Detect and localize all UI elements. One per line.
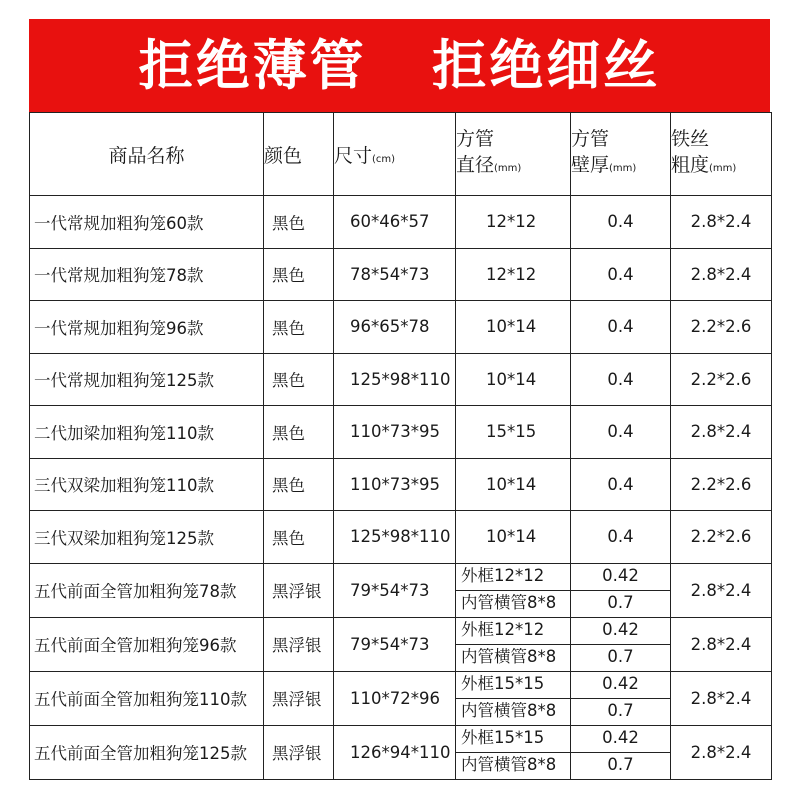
banner <box>29 19 770 112</box>
cell-color: 黑浮银 <box>264 725 334 779</box>
cell-wall-inner: 0.7 <box>607 701 634 721</box>
cell-name: 五代前面全管加粗狗笼78款 <box>30 563 264 617</box>
cell-tube: 10*14 <box>456 511 571 564</box>
cell-tube-inner: 内管横管8*8 <box>461 701 557 721</box>
cell-name: 三代双梁加粗狗笼110款 <box>30 458 264 511</box>
cell-size: 125*98*110 <box>334 511 456 564</box>
cell-name: 五代前面全管加粗狗笼96款 <box>30 617 264 671</box>
cell-tube-outer: 外框12*12 <box>456 564 570 591</box>
cell-wall-outer: 0.42 <box>571 672 670 699</box>
cell-name: 一代常规加粗狗笼96款 <box>30 301 264 354</box>
cell-wire: 2.8*2.4 <box>671 406 772 459</box>
cell-name: 一代常规加粗狗笼78款 <box>30 248 264 301</box>
cell-wire: 2.2*2.6 <box>671 353 772 406</box>
cell-color: 黑浮银 <box>264 563 334 617</box>
table-row <box>30 511 772 564</box>
cell-tube-outer: 外框12*12 <box>456 618 570 645</box>
cell-wire: 2.8*2.4 <box>671 248 772 301</box>
cell-wall-outer: 0.42 <box>571 726 670 753</box>
cell-size: 110*73*95 <box>334 458 456 511</box>
cell-wire: 2.2*2.6 <box>671 301 772 354</box>
table-row <box>30 458 772 511</box>
cell-tube-outer: 外框15*15 <box>456 726 570 753</box>
cell-tube: 12*12 <box>456 196 571 249</box>
cell-wall-split <box>571 563 671 617</box>
table-row <box>30 301 772 354</box>
cell-size: 110*73*95 <box>334 406 456 459</box>
cell-wall: 0.4 <box>571 301 671 354</box>
cell-wall-split <box>571 725 671 779</box>
cell-wall: 0.4 <box>571 406 671 459</box>
cell-wire: 2.2*2.6 <box>671 511 772 564</box>
cell-tube: 10*14 <box>456 353 571 406</box>
cell-size: 96*65*78 <box>334 301 456 354</box>
header-wall: 方管 壁厚(mm) <box>571 113 671 196</box>
cell-tube: 10*14 <box>456 458 571 511</box>
cell-color: 黑色 <box>264 511 334 564</box>
table-row-split <box>30 563 772 617</box>
cell-wall-split <box>571 617 671 671</box>
table-row-split <box>30 617 772 671</box>
cell-tube-split <box>456 671 571 725</box>
cell-tube: 10*14 <box>456 301 571 354</box>
cell-size: 78*54*73 <box>334 248 456 301</box>
table-row <box>30 196 772 249</box>
table-row <box>30 248 772 301</box>
cell-wire: 2.8*2.4 <box>671 196 772 249</box>
cell-color: 黑色 <box>264 353 334 406</box>
cell-wall-inner: 0.7 <box>607 755 634 775</box>
cell-tube-outer: 外框15*15 <box>456 672 570 699</box>
cell-color: 黑色 <box>264 301 334 354</box>
cell-tube-split <box>456 563 571 617</box>
cell-name: 五代前面全管加粗狗笼110款 <box>30 671 264 725</box>
cell-wall-inner: 0.7 <box>607 647 634 667</box>
cell-size: 79*54*73 <box>334 617 456 671</box>
cell-wire: 2.8*2.4 <box>671 671 772 725</box>
cell-tube: 15*15 <box>456 406 571 459</box>
cell-color: 黑浮银 <box>264 671 334 725</box>
cell-wire: 2.8*2.4 <box>671 617 772 671</box>
banner-title: 拒绝薄管 拒绝细丝 <box>138 33 661 97</box>
header-color: 颜色 <box>264 113 334 196</box>
cell-name: 五代前面全管加粗狗笼125款 <box>30 725 264 779</box>
cell-tube-split <box>456 725 571 779</box>
cell-wire: 2.8*2.4 <box>671 563 772 617</box>
cell-wire: 2.8*2.4 <box>671 725 772 779</box>
cell-wall-outer: 0.42 <box>571 564 670 591</box>
cell-color: 黑浮银 <box>264 617 334 671</box>
cell-name: 一代常规加粗狗笼125款 <box>30 353 264 406</box>
cell-name: 一代常规加粗狗笼60款 <box>30 196 264 249</box>
cell-wall: 0.4 <box>571 511 671 564</box>
spec-table <box>29 112 772 780</box>
cell-tube-inner: 内管横管8*8 <box>461 755 557 775</box>
cell-wire: 2.2*2.6 <box>671 458 772 511</box>
table-row-split <box>30 725 772 779</box>
cell-tube-inner: 内管横管8*8 <box>461 593 557 613</box>
cell-color: 黑色 <box>264 196 334 249</box>
table-row <box>30 353 772 406</box>
cell-size: 110*72*96 <box>334 671 456 725</box>
header-size-unit: (cm) <box>372 153 396 165</box>
cell-wall: 0.4 <box>571 353 671 406</box>
cell-color: 黑色 <box>264 406 334 459</box>
table-row <box>30 406 772 459</box>
cell-name: 三代双梁加粗狗笼125款 <box>30 511 264 564</box>
cell-wall-split <box>571 671 671 725</box>
header-name: 商品名称 <box>30 113 264 196</box>
cell-wall-inner: 0.7 <box>607 593 634 613</box>
header-wire: 铁丝 粗度(mm) <box>671 113 772 196</box>
cell-tube: 12*12 <box>456 248 571 301</box>
cell-tube-split <box>456 617 571 671</box>
cell-tube-inner: 内管横管8*8 <box>461 647 557 667</box>
cell-color: 黑色 <box>264 248 334 301</box>
cell-size: 126*94*110 <box>334 725 456 779</box>
cell-wall: 0.4 <box>571 248 671 301</box>
header-tube: 方管 直径(mm) <box>456 113 571 196</box>
header-row <box>30 113 772 196</box>
cell-wall: 0.4 <box>571 458 671 511</box>
cell-name: 二代加梁加粗狗笼110款 <box>30 406 264 459</box>
table-row-split <box>30 671 772 725</box>
header-size: 尺寸(cm) <box>334 113 456 196</box>
cell-size: 60*46*57 <box>334 196 456 249</box>
cell-size: 79*54*73 <box>334 563 456 617</box>
cell-color: 黑色 <box>264 458 334 511</box>
cell-wall-outer: 0.42 <box>571 618 670 645</box>
cell-wall: 0.4 <box>571 196 671 249</box>
cell-size: 125*98*110 <box>334 353 456 406</box>
